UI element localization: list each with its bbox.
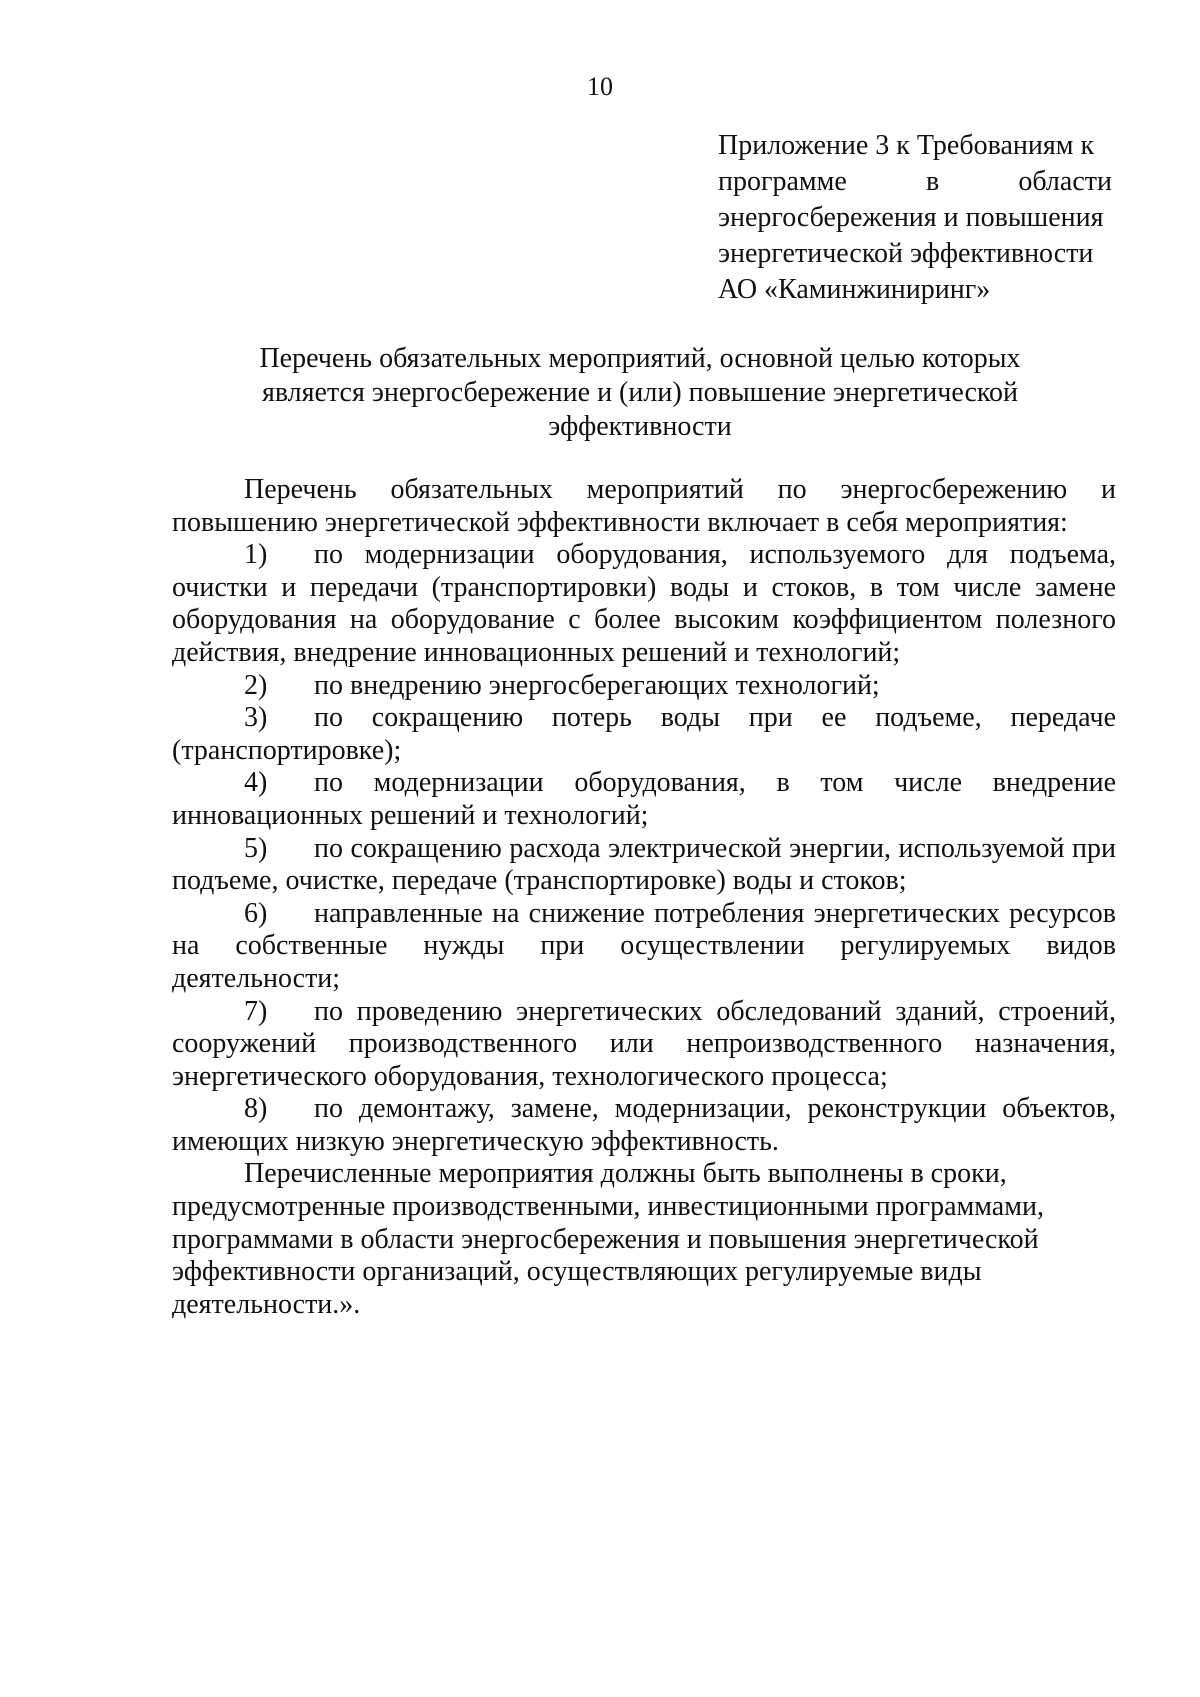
list-item-text: по внедрению энергосберегающих технологий; <box>314 669 880 701</box>
appendix-word: в <box>925 166 940 197</box>
appendix-line-2 <box>718 164 1112 200</box>
list-item-text: направленные на снижение потребления энергетических ресурсов на собственные нужды при осуществлении регулируемых видов деятельности; <box>172 897 1116 994</box>
appendix-word: программе <box>718 166 847 197</box>
closing-paragraph <box>172 1158 1116 1321</box>
list-item-number: 7) <box>244 995 268 1027</box>
list-item-number: 8) <box>244 1093 268 1125</box>
list-item-text: по модернизации оборудования, используемого для подъема, очистки и передачи (транспортировки) воды и стоков, в том числе замене оборудования на оборудование с более высоким коэффициентом полезного действия, внедрение инновационных решений и технологий; <box>172 539 1116 668</box>
title-line-2: является энергосбережение и (или) повышение энергетической <box>261 377 1019 408</box>
appendix-line-3: энергосбережения и повышения <box>718 202 1104 233</box>
list-item <box>172 898 1116 996</box>
list-item <box>172 539 1116 669</box>
list-item <box>172 670 1116 703</box>
page-number: 10 <box>587 72 613 101</box>
list-item <box>172 833 1116 898</box>
title-line-1: Перечень обязательных мероприятий, основной целью которых <box>259 343 1021 374</box>
list-item <box>172 1093 1116 1158</box>
closing-line: деятельности.». <box>172 1288 361 1320</box>
list-item-number: 2) <box>244 669 268 701</box>
intro-paragraph: Перечень обязательных мероприятий по энергосбережению и повышению энергетической эффективности включает в себя мероприятия: <box>172 474 1116 538</box>
list-item-number: 4) <box>244 767 268 799</box>
appendix-line-4: энергетической эффективности <box>718 238 1094 269</box>
title-line-3: эффективности <box>548 411 732 442</box>
list-item <box>172 996 1116 1094</box>
list-item-text: по модернизации оборудования, в том числе внедрение инновационных решений и технологий; <box>172 767 1116 831</box>
list-item-text: по демонтажу, замене, модернизации, реконструкции объектов, имеющих низкую энергетическую эффективность. <box>172 1093 1116 1157</box>
list-item-text: по сокращению расхода электрической энергии, используемой при подъеме, очистке, передаче (транспортировке) воды и стоков; <box>172 832 1116 897</box>
appendix-header <box>718 128 1112 308</box>
list-item-text: по сокращению потерь воды при ее подъеме, передаче (транспортировке); <box>172 702 1116 766</box>
list-item <box>172 702 1116 767</box>
list-item-text: по проведению энергетических обследований зданий, строений, сооружений производственного или непроизводственного назначения, энергетического оборудования, технологического процесса; <box>172 995 1116 1092</box>
list-item-number: 5) <box>244 832 268 864</box>
appendix-word: области <box>1018 166 1112 197</box>
closing-line: предусмотренные производственными, инвестиционными программами, <box>172 1191 1044 1223</box>
closing-line: эффективности организаций, осуществляющих регулируемые виды <box>172 1256 982 1288</box>
list-item-number: 3) <box>244 702 268 734</box>
appendix-line-1: Приложение 3 к Требованиям к <box>718 130 1095 161</box>
closing-line: программами в области энергосбережения и повышения энергетической <box>172 1223 1039 1255</box>
document-body <box>172 474 1116 1321</box>
document-title <box>240 342 1040 444</box>
list-item-number: 1) <box>244 539 268 571</box>
list-item <box>172 767 1116 832</box>
list-item-number: 6) <box>244 897 268 929</box>
closing-line: Перечисленные мероприятия должны быть выполнены в сроки, <box>244 1158 1007 1190</box>
appendix-line-5: АО «Каминжиниринг» <box>718 274 991 305</box>
